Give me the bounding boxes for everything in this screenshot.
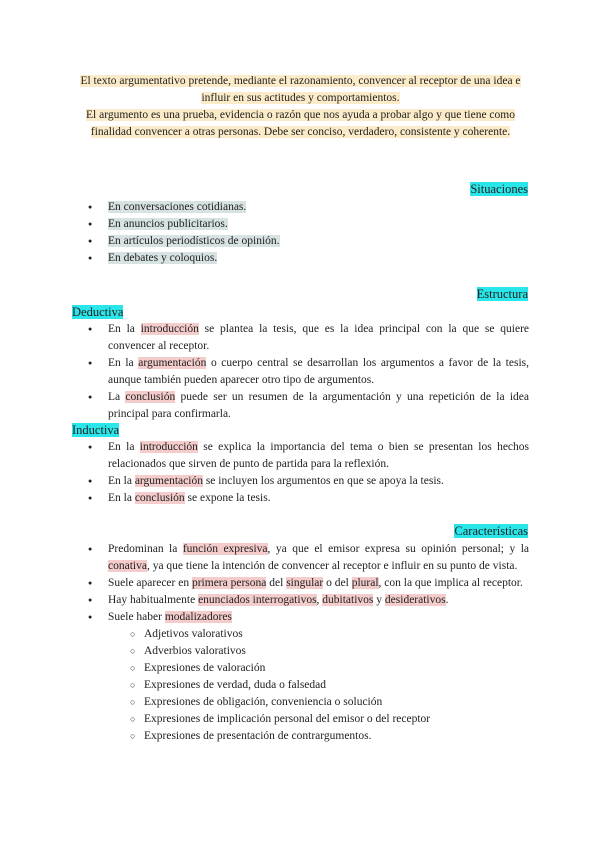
intro — [72, 73, 529, 141]
sublist-item: ○ Expresiones de presentación de contrargumentos. — [108, 728, 529, 745]
list-item: ● En conversaciones cotidianas. — [72, 199, 529, 216]
estructura-heading: Estructura — [476, 287, 528, 301]
inductiva-label: Inductiva — [72, 423, 120, 437]
sublist-item: ○ Expresiones de verdad, duda o falsedad — [108, 677, 529, 694]
list-item: ● Predominan la función expresiva, ya que el emisor expresa su opinión personal; y la conativa, ya que tiene la intención de convencer al receptor e influir en su punto de vista. — [72, 541, 529, 575]
list-item: ● En la introducción se explica la importancia del tema o bien se presentan los hechos relacionados que sirven de punto de partida para la reflexión. — [72, 439, 529, 473]
list-item: ● Hay habitualmente enunciados interrogativos, dubitativos y desiderativos. — [72, 592, 529, 609]
sublist-item: ○ Adjetivos valorativos — [108, 626, 529, 643]
deductiva-list — [72, 321, 529, 423]
intro-definition: El texto argumentativo pretende, mediante el razonamiento, convencer al receptor de una idea e influir en sus actitudes y comportamientos. — [80, 75, 521, 104]
list-item: ● En la introducción se plantea la tesis, que es la idea principal con la que se quiere convencer al receptor. — [72, 321, 529, 355]
list-item: ● En debates y coloquios. — [72, 250, 529, 267]
modalizadores-list — [108, 626, 529, 745]
list-item: ● En la conclusión se expone la tesis. — [72, 490, 529, 507]
list-item: ● En anuncios publicitarios. — [72, 216, 529, 233]
sublist-item: ○ Adverbios valorativos — [108, 643, 529, 660]
inductiva-list — [72, 439, 529, 507]
caracteristicas-heading: Características — [454, 524, 528, 538]
list-item: ● En artículos periodísticos de opinión. — [72, 233, 529, 250]
situaciones-heading: Situaciones — [470, 182, 528, 196]
caracteristicas-list — [72, 541, 529, 745]
list-item: ● Suele aparecer en primera persona del singular o del plural, con la que implica al receptor. — [72, 575, 529, 592]
list-item: ● En la argumentación se incluyen los argumentos en que se apoya la tesis. — [72, 473, 529, 490]
list-item: ● En la argumentación o cuerpo central se desarrollan los argumentos a favor de la tesis, aunque también pueden aparecer otro tipo de argumentos. — [72, 355, 529, 389]
intro-argument: El argumento es una prueba, evidencia o razón que nos ayuda a probar algo y que tiene como finalidad convencer a otras personas. Debe ser conciso, verdadero, consistente y coherente. — [86, 109, 515, 138]
deductiva-label: Deductiva — [72, 305, 124, 319]
sublist-item: ○ Expresiones de valoración — [108, 660, 529, 677]
list-item: ● La conclusión puede ser un resumen de la argumentación y una repetición de la idea principal para confirmarla. — [72, 389, 529, 423]
sublist-item: ○ Expresiones de implicación personal del emisor o del receptor — [108, 711, 529, 728]
list-item: ● Suele haber modalizadores ○ Adjetivos valorativos ○ Adverbios valorativos ○ Expresiones de valoración ○ Expresiones de verdad, duda o falsedad ○ Expresiones de obligación, conveniencia o solución ○ Expresiones de implicación personal del emisor o del receptor ○ Expresiones de presentación de contrargumentos. — [72, 609, 529, 745]
sublist-item: ○ Expresiones de obligación, conveniencia o solución — [108, 694, 529, 711]
situaciones-list — [72, 199, 529, 267]
